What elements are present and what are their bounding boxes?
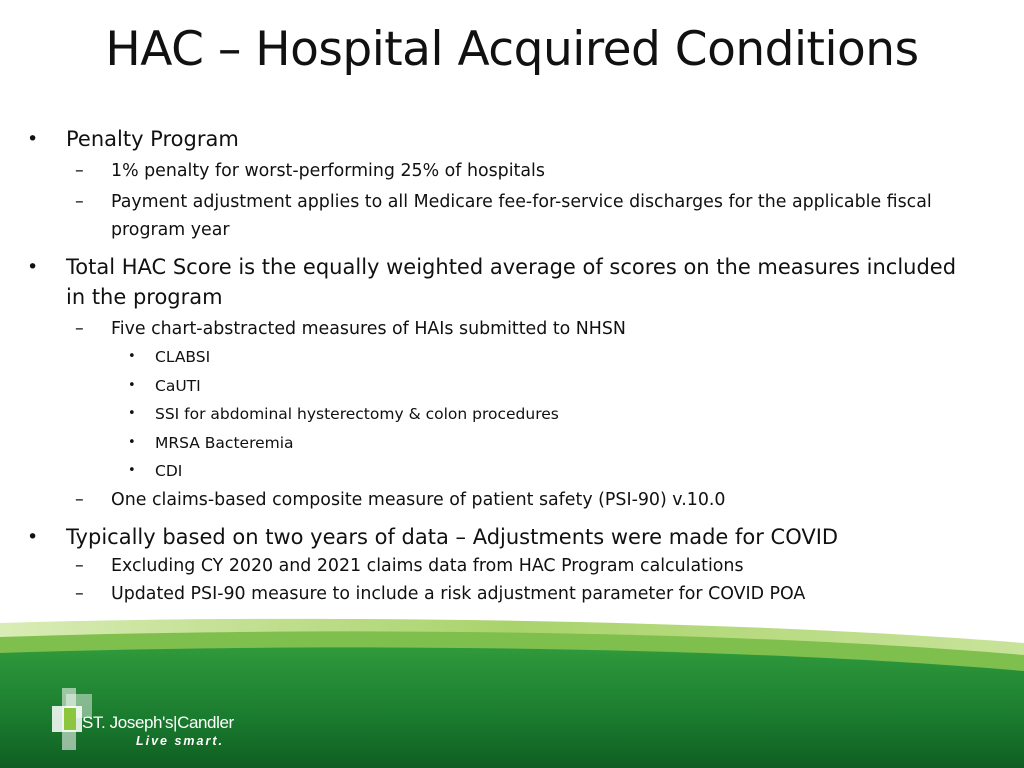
logo-tagline: Live smart. — [136, 734, 225, 748]
measure-item — [0, 457, 1024, 486]
sub-bullet-text: Updated PSI-90 measure to include a risk adjustment parameter for COVID POA — [111, 583, 806, 604]
bullet-marker: • — [27, 525, 39, 548]
stjosephs-candler-logo — [52, 688, 242, 754]
bullet-penalty-program — [0, 124, 1024, 154]
sub-bullet — [0, 315, 1024, 343]
bullet-text: Typically based on two years of data – Adjustments were made for COVID — [66, 524, 839, 549]
sub-marker: • — [128, 406, 136, 421]
bullet-total-hac-score — [0, 252, 1024, 312]
sub-marker: • — [128, 463, 136, 478]
dash-marker: – — [75, 192, 84, 212]
measure-item — [0, 372, 1024, 401]
measure-text: CDI — [155, 462, 183, 480]
sub-bullet-text: Payment adjustment applies to all Medicare fee-for-service discharges for the applicable fiscal program year — [111, 192, 932, 240]
bullet-typically-based — [0, 522, 1024, 552]
logo-name: ST. Joseph's|Candler — [82, 713, 234, 732]
measure-text: SSI for abdominal hysterectomy & colon procedures — [155, 405, 559, 423]
sub-bullet-text: Excluding CY 2020 and 2021 claims data from HAC Program calculations — [111, 555, 744, 576]
measure-item — [0, 429, 1024, 458]
sub-bullet — [0, 580, 1024, 608]
dash-marker: – — [75, 161, 84, 181]
sub-bullet-text: One claims-based composite measure of patient safety (PSI-90) v.10.0 — [111, 489, 726, 510]
slide-title: HAC – Hospital Acquired Conditions — [105, 22, 919, 77]
dash-marker: – — [75, 555, 84, 576]
bullet-text: Total HAC Score is the equally weighted average of scores on the measures included in the program — [66, 255, 957, 309]
measure-text: CaUTI — [155, 376, 201, 395]
measure-text: MRSA Bacteremia — [155, 433, 294, 452]
sub-marker: • — [128, 349, 136, 364]
measure-item — [0, 400, 1024, 429]
dash-marker: – — [75, 319, 84, 339]
dash-marker: – — [75, 583, 84, 604]
slide-body — [0, 124, 1024, 608]
measure-item — [0, 343, 1024, 372]
bullet-marker: • — [27, 128, 39, 150]
sub-bullet — [0, 486, 1024, 514]
sub-marker: • — [128, 377, 136, 393]
sub-bullet — [0, 157, 1024, 185]
sub-bullet — [0, 552, 1024, 580]
sub-bullet — [0, 188, 1024, 244]
sub-bullet-text: 1% penalty for worst-performing 25% of hospitals — [111, 161, 545, 181]
bullet-text: Penalty Program — [66, 127, 239, 151]
measure-text: CLABSI — [155, 348, 211, 366]
bullet-marker: • — [27, 256, 39, 278]
sub-marker: • — [128, 434, 136, 450]
dash-marker: – — [75, 489, 84, 510]
sub-bullet-text: Five chart-abstracted measures of HAIs submitted to NHSN — [111, 319, 626, 339]
